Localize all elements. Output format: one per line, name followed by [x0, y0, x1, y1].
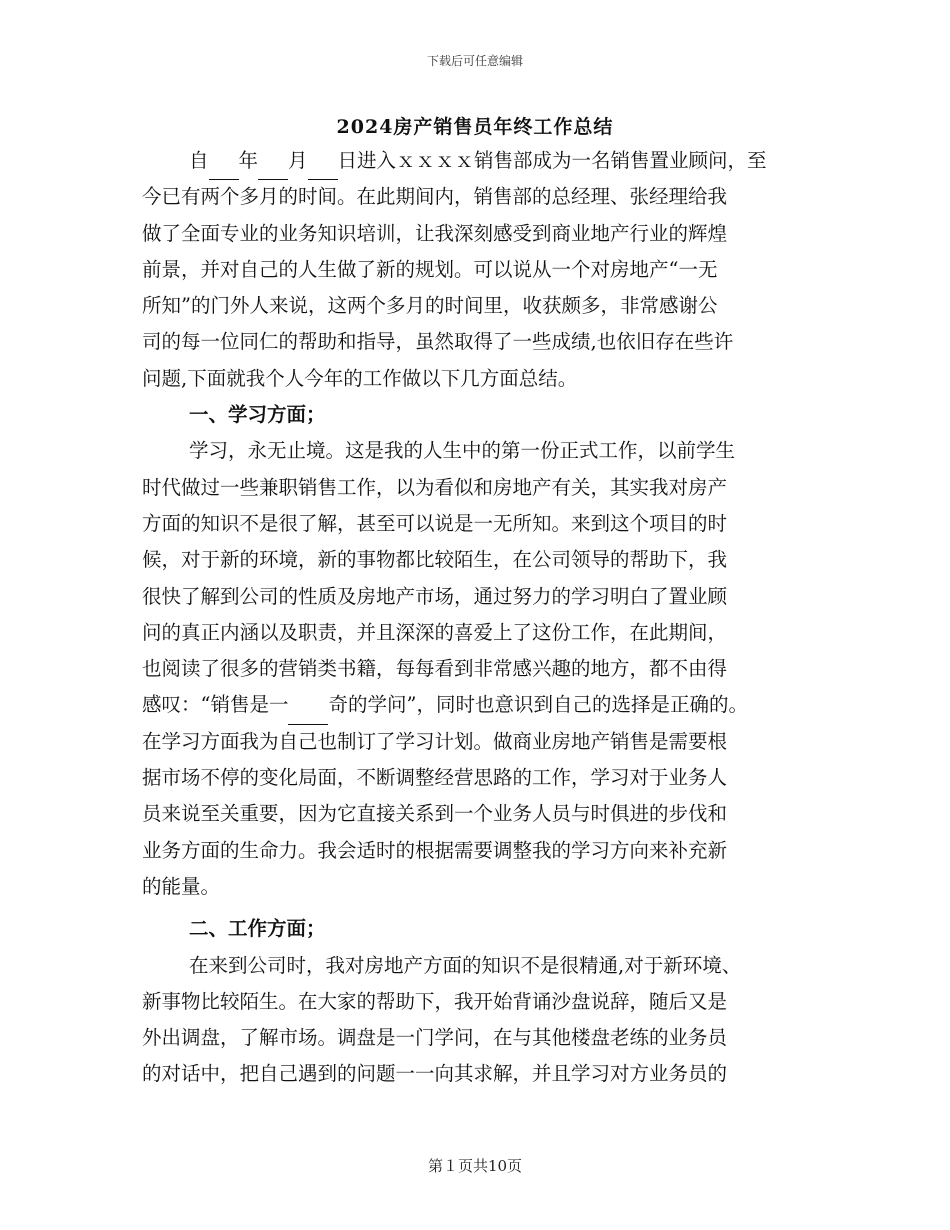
document-title: 2024房产销售员年终工作总结: [336, 116, 614, 138]
paragraph-line: 的对话中，把自己遇到的问题一一向其求解，并且学习对方业务员的: [142, 1062, 728, 1086]
quote-blank: [288, 687, 328, 724]
paragraph-line: 问的真正内涵以及职责，并且深深的喜爱上了这份工作，在此期间，: [142, 620, 728, 644]
page-header: 下载后可任意编辑: [426, 54, 523, 68]
paragraph-line: 司的每一位同仁的帮助和指导，虽然取得了一些成绩,也依旧存在些许: [142, 330, 734, 354]
paragraph-line: 所知”的门外人来说，这两个多月的时间里，收获颇多，非常感谢公: [142, 294, 718, 318]
paragraph-line: 外出调盘，了解市场。调盘是一门学问，在与其他楼盘老练的业务员: [142, 1026, 728, 1050]
date-blank: [308, 143, 338, 180]
paragraph-line: 据市场不停的变化局面，不断调整经营思路的工作，学习对于业务人: [142, 766, 728, 790]
date-blank: [258, 143, 288, 180]
paragraph-line: 的能量。: [142, 874, 221, 898]
paragraph-line: 学习，永无止境。这是我的人生中的第一份正式工作，以前学生: [189, 439, 736, 463]
paragraph-line: 新事物比较陌生。在大家的帮助下，我开始背诵沙盘说辞，随后又是: [142, 989, 728, 1013]
paragraph-line: 问题,下面就我个人今年的工作做以下几方面总结。: [142, 366, 578, 390]
paragraph-line: 方面的知识不是很了解，甚至可以说是一无所知。来到这个项目的时: [142, 511, 728, 535]
intro-first-line: 自 年 月 日进入ｘｘｘｘ销售部成为一名销售置业顾问，至: [142, 143, 810, 179]
paragraph-line: 业务方面的生命力。我会适时的根据需要调整我的学习方向来补充新: [142, 838, 728, 862]
section-heading-work: 二、工作方面；: [189, 917, 326, 941]
document-body: [142, 143, 810, 1093]
paragraph-line: 也阅读了很多的营销类书籍，每每看到非常感兴趣的地方，都不由得: [142, 657, 728, 681]
page-footer: 第１页共10页: [427, 1157, 523, 1175]
section-heading-study: 一、学习方面；: [189, 403, 326, 427]
paragraph-line: 很快了解到公司的性质及房地产市场，通过努力的学习明白了置业顾: [142, 584, 728, 608]
quote-line: 感叹：“销售是一 奇的学问”，同时也意识到自己的选择是正确的。: [142, 687, 810, 723]
date-blank: [209, 143, 239, 180]
paragraph-line: 做了全面专业的业务知识培训，让我深刻感受到商业地产行业的辉煌: [142, 221, 728, 245]
paragraph-line: 前景，并对自己的人生做了新的规划。可以说从一个对房地产“一无: [142, 257, 718, 281]
paragraph-line: 在学习方面我为自己也制订了学习计划。做商业房地产销售是需要根: [142, 729, 728, 753]
paragraph-line: 员来说至关重要，因为它直接关系到一个业务人员与时俱进的步伐和: [142, 802, 728, 826]
paragraph-line: 在来到公司时，我对房地产方面的知识不是很精通,对于新环境、: [189, 953, 742, 977]
paragraph-line: 时代做过一些兼职销售工作，以为看似和房地产有关，其实我对房产: [142, 475, 728, 499]
paragraph-line: 候，对于新的环境，新的事物都比较陌生，在公司领导的帮助下，我: [142, 548, 728, 572]
paragraph-line: 今已有两个多月的时间。在此期间内，销售部的总经理、张经理给我: [142, 185, 728, 209]
